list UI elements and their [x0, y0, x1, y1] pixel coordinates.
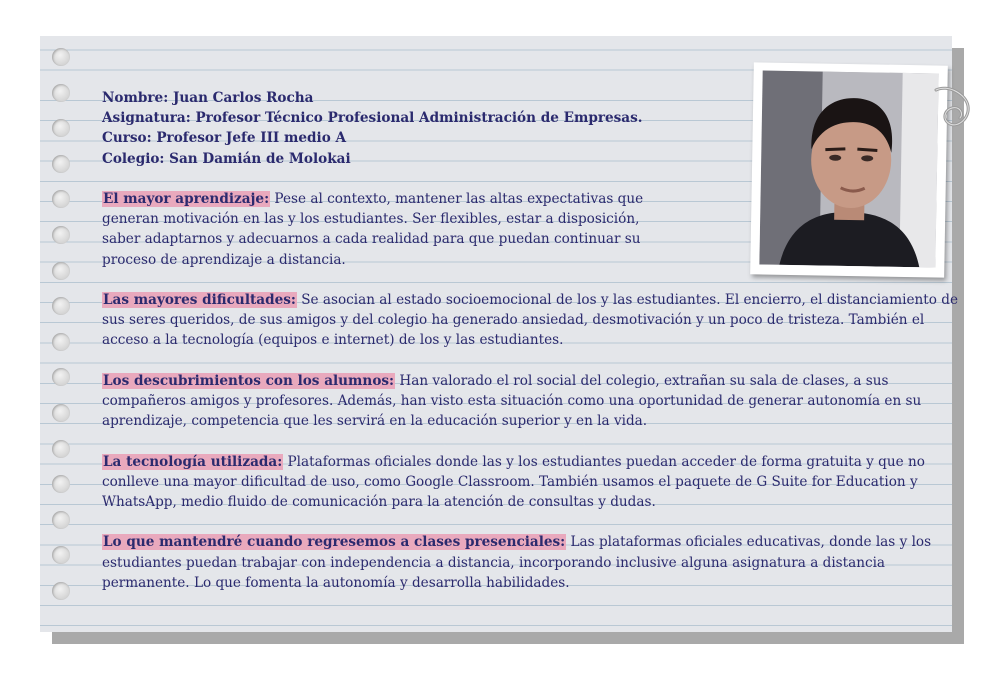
- section-text: Se asocian al estado socioemocional de los y las estudiantes. El encierro, el distanciamiento de sus seres queridos, de sus amigos y del colegio ha generado ansiedad, desmotivación y un poco de tristeza. También el acceso a la tecnología (equipos e internet) de los y las estudiantes.: [102, 292, 958, 349]
- section-heading: Lo que mantendré cuando regresemos a clases presenciales:: [103, 534, 566, 551]
- notebook-hole-icon: [52, 333, 70, 351]
- course-line: Curso: Profesor Jefe III medio A: [102, 130, 347, 147]
- section-heading: El mayor aprendizaje:: [103, 191, 270, 207]
- notebook-hole-icon: [52, 511, 70, 529]
- section-technology: [102, 452, 962, 513]
- notebook-hole-icon: [52, 368, 70, 386]
- section-learning: [102, 189, 662, 270]
- school-line: Colegio: San Damián de Molokai: [102, 150, 351, 167]
- portrait-illustration: [759, 70, 938, 267]
- section-text: Las plataformas oficiales educativas, donde las y los estudiantes puedan trabajar con independencia a distancia, incorporando inclusive alguna asignatura a distancia permanente. Lo que fomenta la autonomía y desarrolla habilidades.: [102, 534, 932, 591]
- subject-line: Asignatura: Profesor Técnico Profesional Administración de Empresas.: [102, 110, 643, 127]
- section-text: Han valorado el rol social del colegio, extrañan su sala de clases, a sus compañeros amigos y profesores. Además, han visto esta situación como una oportunidad de generar autonomía en su aprendizaje, competencia que les servirá en la educación superior y en la vida.: [102, 372, 922, 430]
- name-line: Nombre: Juan Carlos Rocha: [102, 90, 314, 106]
- paperclip-icon: [928, 84, 974, 140]
- notebook-hole-icon: [52, 475, 70, 493]
- section-keep: [102, 532, 962, 593]
- notebook-hole-icon: [52, 48, 70, 66]
- notebook-hole-icon: [52, 546, 70, 564]
- notebook-hole-icon: [52, 119, 70, 137]
- section-heading: La tecnología utilizada:: [103, 453, 283, 470]
- notebook-hole-icon: [52, 404, 70, 422]
- notebook-hole-icon: [52, 440, 70, 458]
- notebook-holes: [40, 36, 90, 632]
- section-difficulties: [102, 290, 962, 351]
- section-heading: Los descubrimientos con los alumnos:: [103, 372, 395, 389]
- notebook-hole-icon: [52, 84, 70, 102]
- notebook-hole-icon: [52, 155, 70, 173]
- portrait-photo-frame: [750, 62, 948, 277]
- notebook-hole-icon: [52, 297, 70, 315]
- portrait-photo: [759, 70, 938, 267]
- section-text: Pese al contexto, mantener las altas expectativas que generan motivación en las y los estudiantes. Ser flexibles, estar a disposición, saber adaptarnos y adecuarnos a cada realidad para que puedan continuar su proceso de aprendizaje a distancia.: [102, 191, 644, 268]
- section-heading: Las mayores dificultades:: [103, 292, 296, 308]
- notebook-hole-icon: [52, 582, 70, 600]
- section-discoveries: [102, 371, 962, 432]
- notebook-hole-icon: [52, 262, 70, 280]
- notebook-hole-icon: [52, 226, 70, 244]
- section-text: Plataformas oficiales donde las y los estudiantes puedan acceder de forma gratuita y que no conlleve una mayor dificultad de uso, como Google Classroom. También usamos el paquete de G Suite for Education y WhatsApp, medio fluido de comunicación para la atención de consultas y dudas.: [102, 453, 925, 510]
- notebook-hole-icon: [52, 190, 70, 208]
